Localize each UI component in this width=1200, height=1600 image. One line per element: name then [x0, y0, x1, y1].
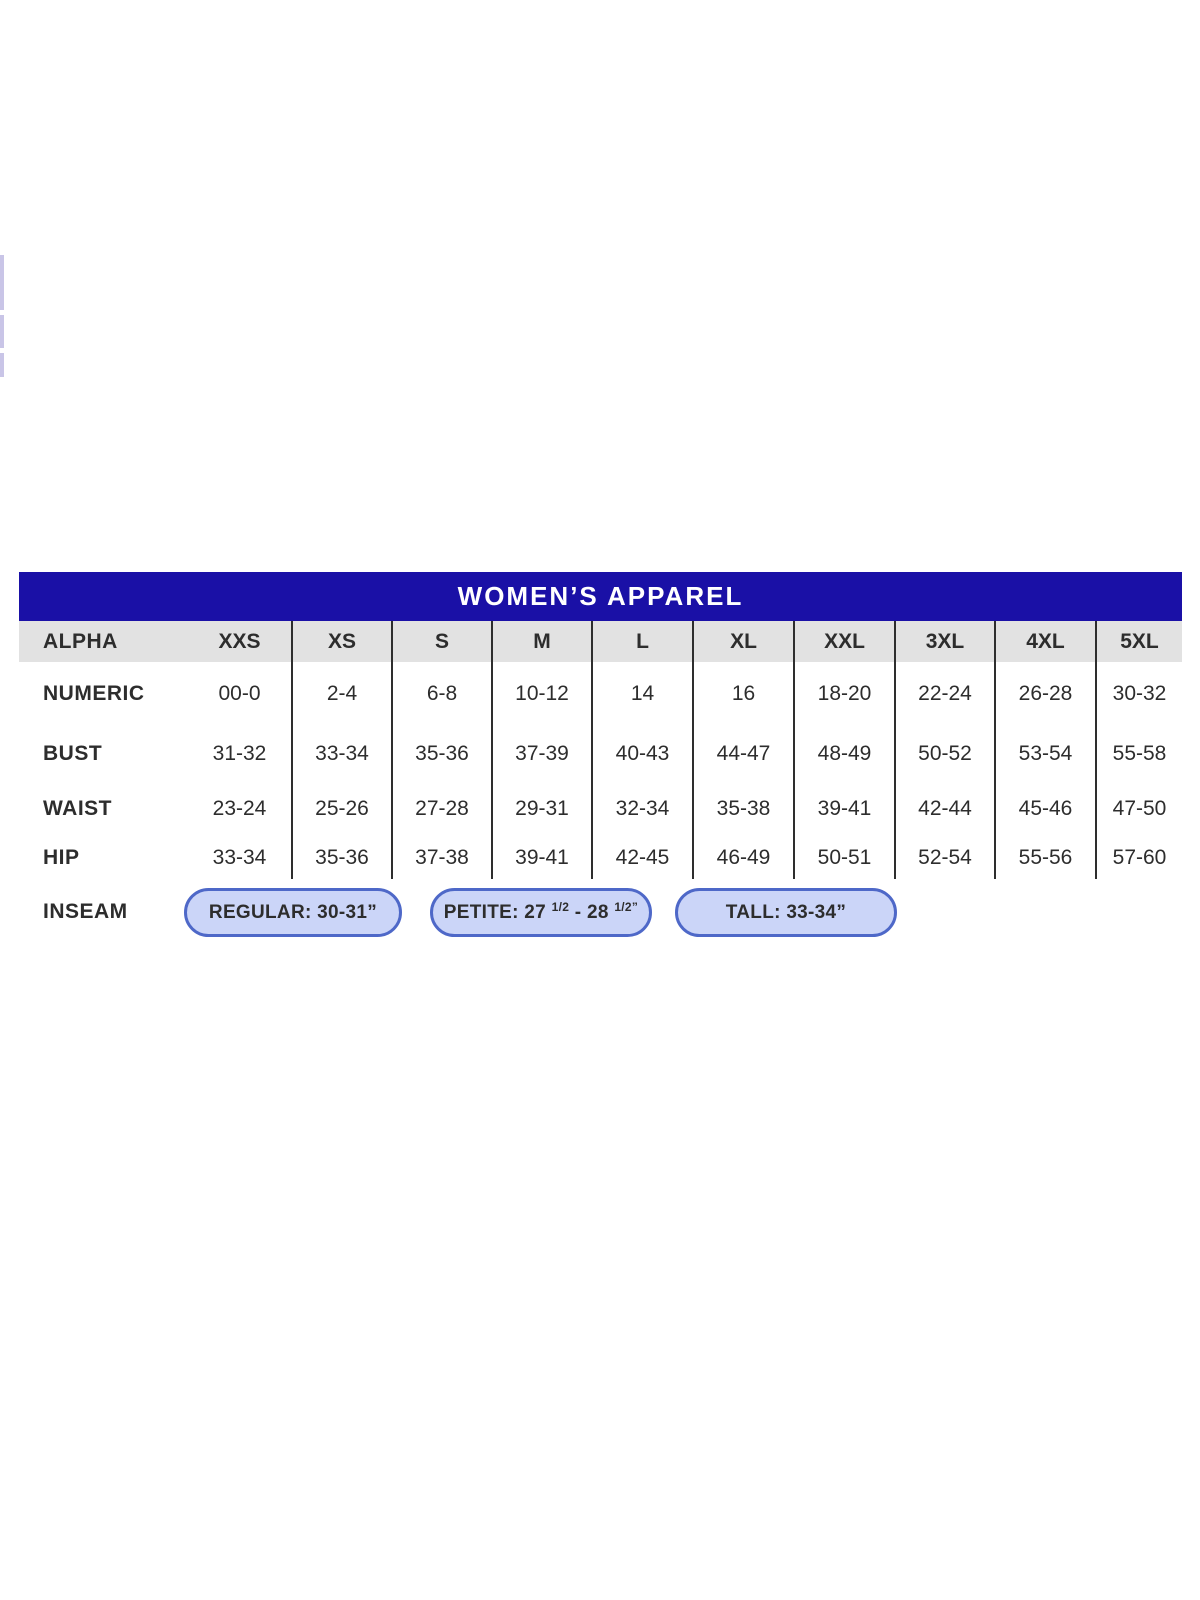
- table-row-waist: [19, 781, 1182, 836]
- size-value-cell: 35-38: [694, 781, 795, 836]
- column-header-xl: XL: [694, 621, 795, 662]
- column-header-5xl: 5XL: [1120, 629, 1159, 653]
- size-value-cell: 14: [593, 662, 694, 726]
- size-value-cell: 30-32: [1112, 682, 1167, 705]
- chart-title-bar: [19, 572, 1182, 621]
- row-label-waist: WAIST: [43, 796, 112, 820]
- column-header-3xl: 3XL: [896, 621, 996, 662]
- size-value-cell: 52-54: [896, 836, 996, 879]
- petite-fraction: 1/2: [551, 899, 570, 914]
- left-edge-artifact: [0, 353, 4, 377]
- inseam-tall-text: TALL: 33-34”: [725, 901, 847, 923]
- size-value-cell: 53-54: [996, 726, 1097, 781]
- size-value-cell: 42-44: [896, 781, 996, 836]
- size-value-cell: 26-28: [996, 662, 1097, 726]
- row-label-bust: BUST: [43, 741, 103, 765]
- size-value-cell: 10-12: [493, 662, 593, 726]
- inseam-regular-text: REGULAR: 30-31”: [208, 901, 378, 923]
- size-value-cell: 33-34: [293, 726, 393, 781]
- column-header-s: S: [393, 621, 493, 662]
- inseam-pill-petite: [430, 888, 652, 937]
- column-header-xxs: XXS: [188, 621, 293, 662]
- column-header-l: L: [593, 621, 694, 662]
- column-header-xxl: XXL: [795, 621, 896, 662]
- size-value-cell: 42-45: [593, 836, 694, 879]
- size-value-cell: 16: [694, 662, 795, 726]
- size-value-cell: 45-46: [996, 781, 1097, 836]
- size-value-cell: 37-38: [393, 836, 493, 879]
- table-row-bust: [19, 726, 1182, 781]
- petite-text-part: - 28: [569, 901, 615, 923]
- size-value-cell: 6-8: [393, 662, 493, 726]
- size-value-cell: 50-52: [896, 726, 996, 781]
- inseam-row: [19, 879, 1182, 954]
- table-row-numeric: [19, 662, 1182, 726]
- inseam-pill-regular: [184, 888, 402, 937]
- chart-title: WOMEN’S APPAREL: [457, 581, 744, 611]
- row-label-numeric: NUMERIC: [43, 682, 145, 705]
- size-value-cell: 40-43: [593, 726, 694, 781]
- size-value-cell: 29-31: [493, 781, 593, 836]
- size-chart: [19, 572, 1182, 954]
- column-header-m: M: [493, 621, 593, 662]
- inseam-petite-text: [443, 899, 639, 924]
- column-header-xs: XS: [293, 621, 393, 662]
- size-value-cell: 47-50: [1112, 796, 1167, 820]
- left-edge-artifact: [0, 255, 4, 310]
- size-value-cell: 48-49: [795, 726, 896, 781]
- petite-fraction: 1/2”: [614, 899, 639, 914]
- size-value-cell: 39-41: [493, 836, 593, 879]
- size-value-cell: 44-47: [694, 726, 795, 781]
- size-value-cell: 39-41: [795, 781, 896, 836]
- petite-text-part: PETITE: 27: [443, 901, 552, 923]
- left-edge-artifact: [0, 315, 4, 348]
- size-value-cell: 55-58: [1112, 741, 1167, 765]
- size-value-cell: 18-20: [795, 662, 896, 726]
- size-value-cell: 37-39: [493, 726, 593, 781]
- size-value-cell: 31-32: [188, 726, 293, 781]
- size-value-cell: 27-28: [393, 781, 493, 836]
- size-value-cell: 22-24: [896, 662, 996, 726]
- column-header-4xl: 4XL: [996, 621, 1097, 662]
- size-value-cell: 33-34: [188, 836, 293, 879]
- row-label-hip: HIP: [43, 845, 80, 869]
- inseam-pill-tall: [675, 888, 897, 937]
- table-row-hip: [19, 836, 1182, 879]
- size-value-cell: 46-49: [694, 836, 795, 879]
- size-value-cell: 2-4: [293, 662, 393, 726]
- size-value-cell: 55-56: [996, 836, 1097, 879]
- row-label-inseam: INSEAM: [43, 900, 128, 923]
- size-value-cell: 00-0: [188, 662, 293, 726]
- size-value-cell: 32-34: [593, 781, 694, 836]
- size-value-cell: 25-26: [293, 781, 393, 836]
- row-label-alpha: ALPHA: [43, 629, 118, 653]
- size-value-cell: 50-51: [795, 836, 896, 879]
- size-value-cell: 35-36: [393, 726, 493, 781]
- size-value-cell: 35-36: [293, 836, 393, 879]
- size-value-cell: 57-60: [1112, 845, 1167, 869]
- column-header-row: [19, 621, 1182, 662]
- size-value-cell: 23-24: [188, 781, 293, 836]
